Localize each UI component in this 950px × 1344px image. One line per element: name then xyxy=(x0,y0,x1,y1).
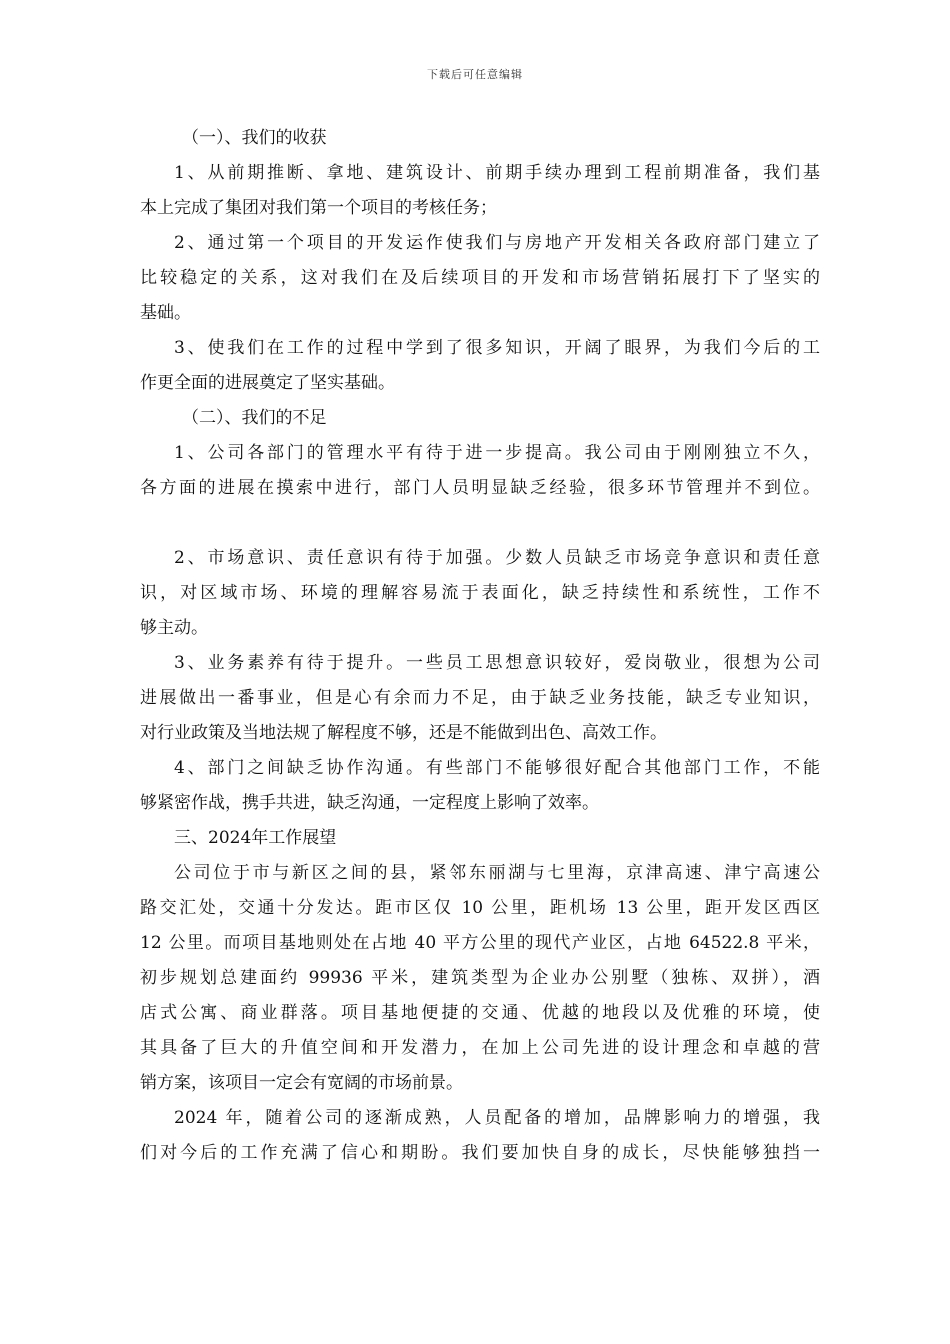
paragraph-line: 销方案，该项目一定会有宽阔的市场前景。 xyxy=(140,1073,463,1093)
paragraph-line: 2024 年，随着公司的逐渐成熟，人员配备的增加，品牌影响力的增强，我 xyxy=(174,1108,820,1128)
paragraph-line: 2、通过第一个项目的开发运作使我们与房地产开发相关各政府部门建立了 xyxy=(174,233,820,253)
paragraph-line: 1、公司各部门的管理水平有待于进一步提高。我公司由于刚刚独立不久， xyxy=(174,443,820,463)
paragraph-line: 进展做出一番事业，但是心有余而力不足，由于缺乏业务技能，缺乏专业知识， xyxy=(140,688,820,708)
page-header-note: 下载后可任意编辑 xyxy=(427,68,523,81)
paragraph-line: 其具备了巨大的升值空间和开发潜力，在加上公司先进的设计理念和卓越的营 xyxy=(140,1038,820,1058)
section-heading-gains: （一）、我们的收获 xyxy=(182,128,327,148)
paragraph-line: 各方面的进展在摸索中进行，部门人员明显缺乏经验，很多环节管理并不到位。 xyxy=(140,478,820,498)
paragraph-line: 1、从前期推断、拿地、建筑设计、前期手续办理到工程前期准备，我们基 xyxy=(174,163,820,183)
paragraph-line: 初步规划总建面约 99936 平米，建筑类型为企业办公别墅（独栋、双拼），酒 xyxy=(140,968,820,988)
document-body xyxy=(140,121,820,1171)
paragraph-line: 们对今后的工作充满了信心和期盼。我们要加快自身的成长，尽快能够独挡一 xyxy=(140,1143,820,1163)
paragraph-line: 比较稳定的关系，这对我们在及后续项目的开发和市场营销拓展打下了坚实的 xyxy=(140,268,820,288)
paragraph-line: 4、部门之间缺乏协作沟通。有些部门不能够很好配合其他部门工作，不能 xyxy=(174,758,820,778)
paragraph-line: 作更全面的进展奠定了坚实基础。 xyxy=(140,373,395,393)
paragraph-gap xyxy=(140,506,820,541)
paragraph-line: 够紧密作战，携手共进，缺乏沟通，一定程度上影响了效率。 xyxy=(140,793,599,813)
section-heading-outlook: 三、2024年工作展望 xyxy=(174,828,337,848)
paragraph-line: 3、业务素养有待于提升。一些员工思想意识较好，爱岗敬业，很想为公司 xyxy=(174,653,820,673)
section-heading-shortcomings: （二）、我们的不足 xyxy=(182,408,327,428)
paragraph-line: 店式公寓、商业群落。项目基地便捷的交通、优越的地段以及优雅的环境，使 xyxy=(140,1003,820,1023)
paragraph-line: 对行业政策及当地法规了解程度不够，还是不能做到出色、高效工作。 xyxy=(140,723,667,743)
paragraph-line: 路交汇处，交通十分发达。距市区仅 10 公里，距机场 13 公里，距开发区西区 xyxy=(140,898,820,918)
paragraph-line: 2、市场意识、责任意识有待于加强。少数人员缺乏市场竞争意识和责任意 xyxy=(174,548,820,568)
paragraph-line: 够主动。 xyxy=(140,618,208,638)
paragraph-line: 本上完成了集团对我们第一个项目的考核任务； xyxy=(140,198,497,218)
paragraph-line: 公司位于市与新区之间的县，紧邻东丽湖与七里海，京津高速、津宁高速公 xyxy=(174,863,820,883)
paragraph-line: 识，对区域市场、环境的理解容易流于表面化，缺乏持续性和系统性，工作不 xyxy=(140,583,820,603)
paragraph-line: 基础。 xyxy=(140,303,191,323)
paragraph-line: 12 公里。而项目基地则处在占地 40 平方公里的现代产业区，占地 64522.8 平米， xyxy=(140,933,820,953)
paragraph-line: 3、使我们在工作的过程中学到了很多知识，开阔了眼界，为我们今后的工 xyxy=(174,338,820,358)
